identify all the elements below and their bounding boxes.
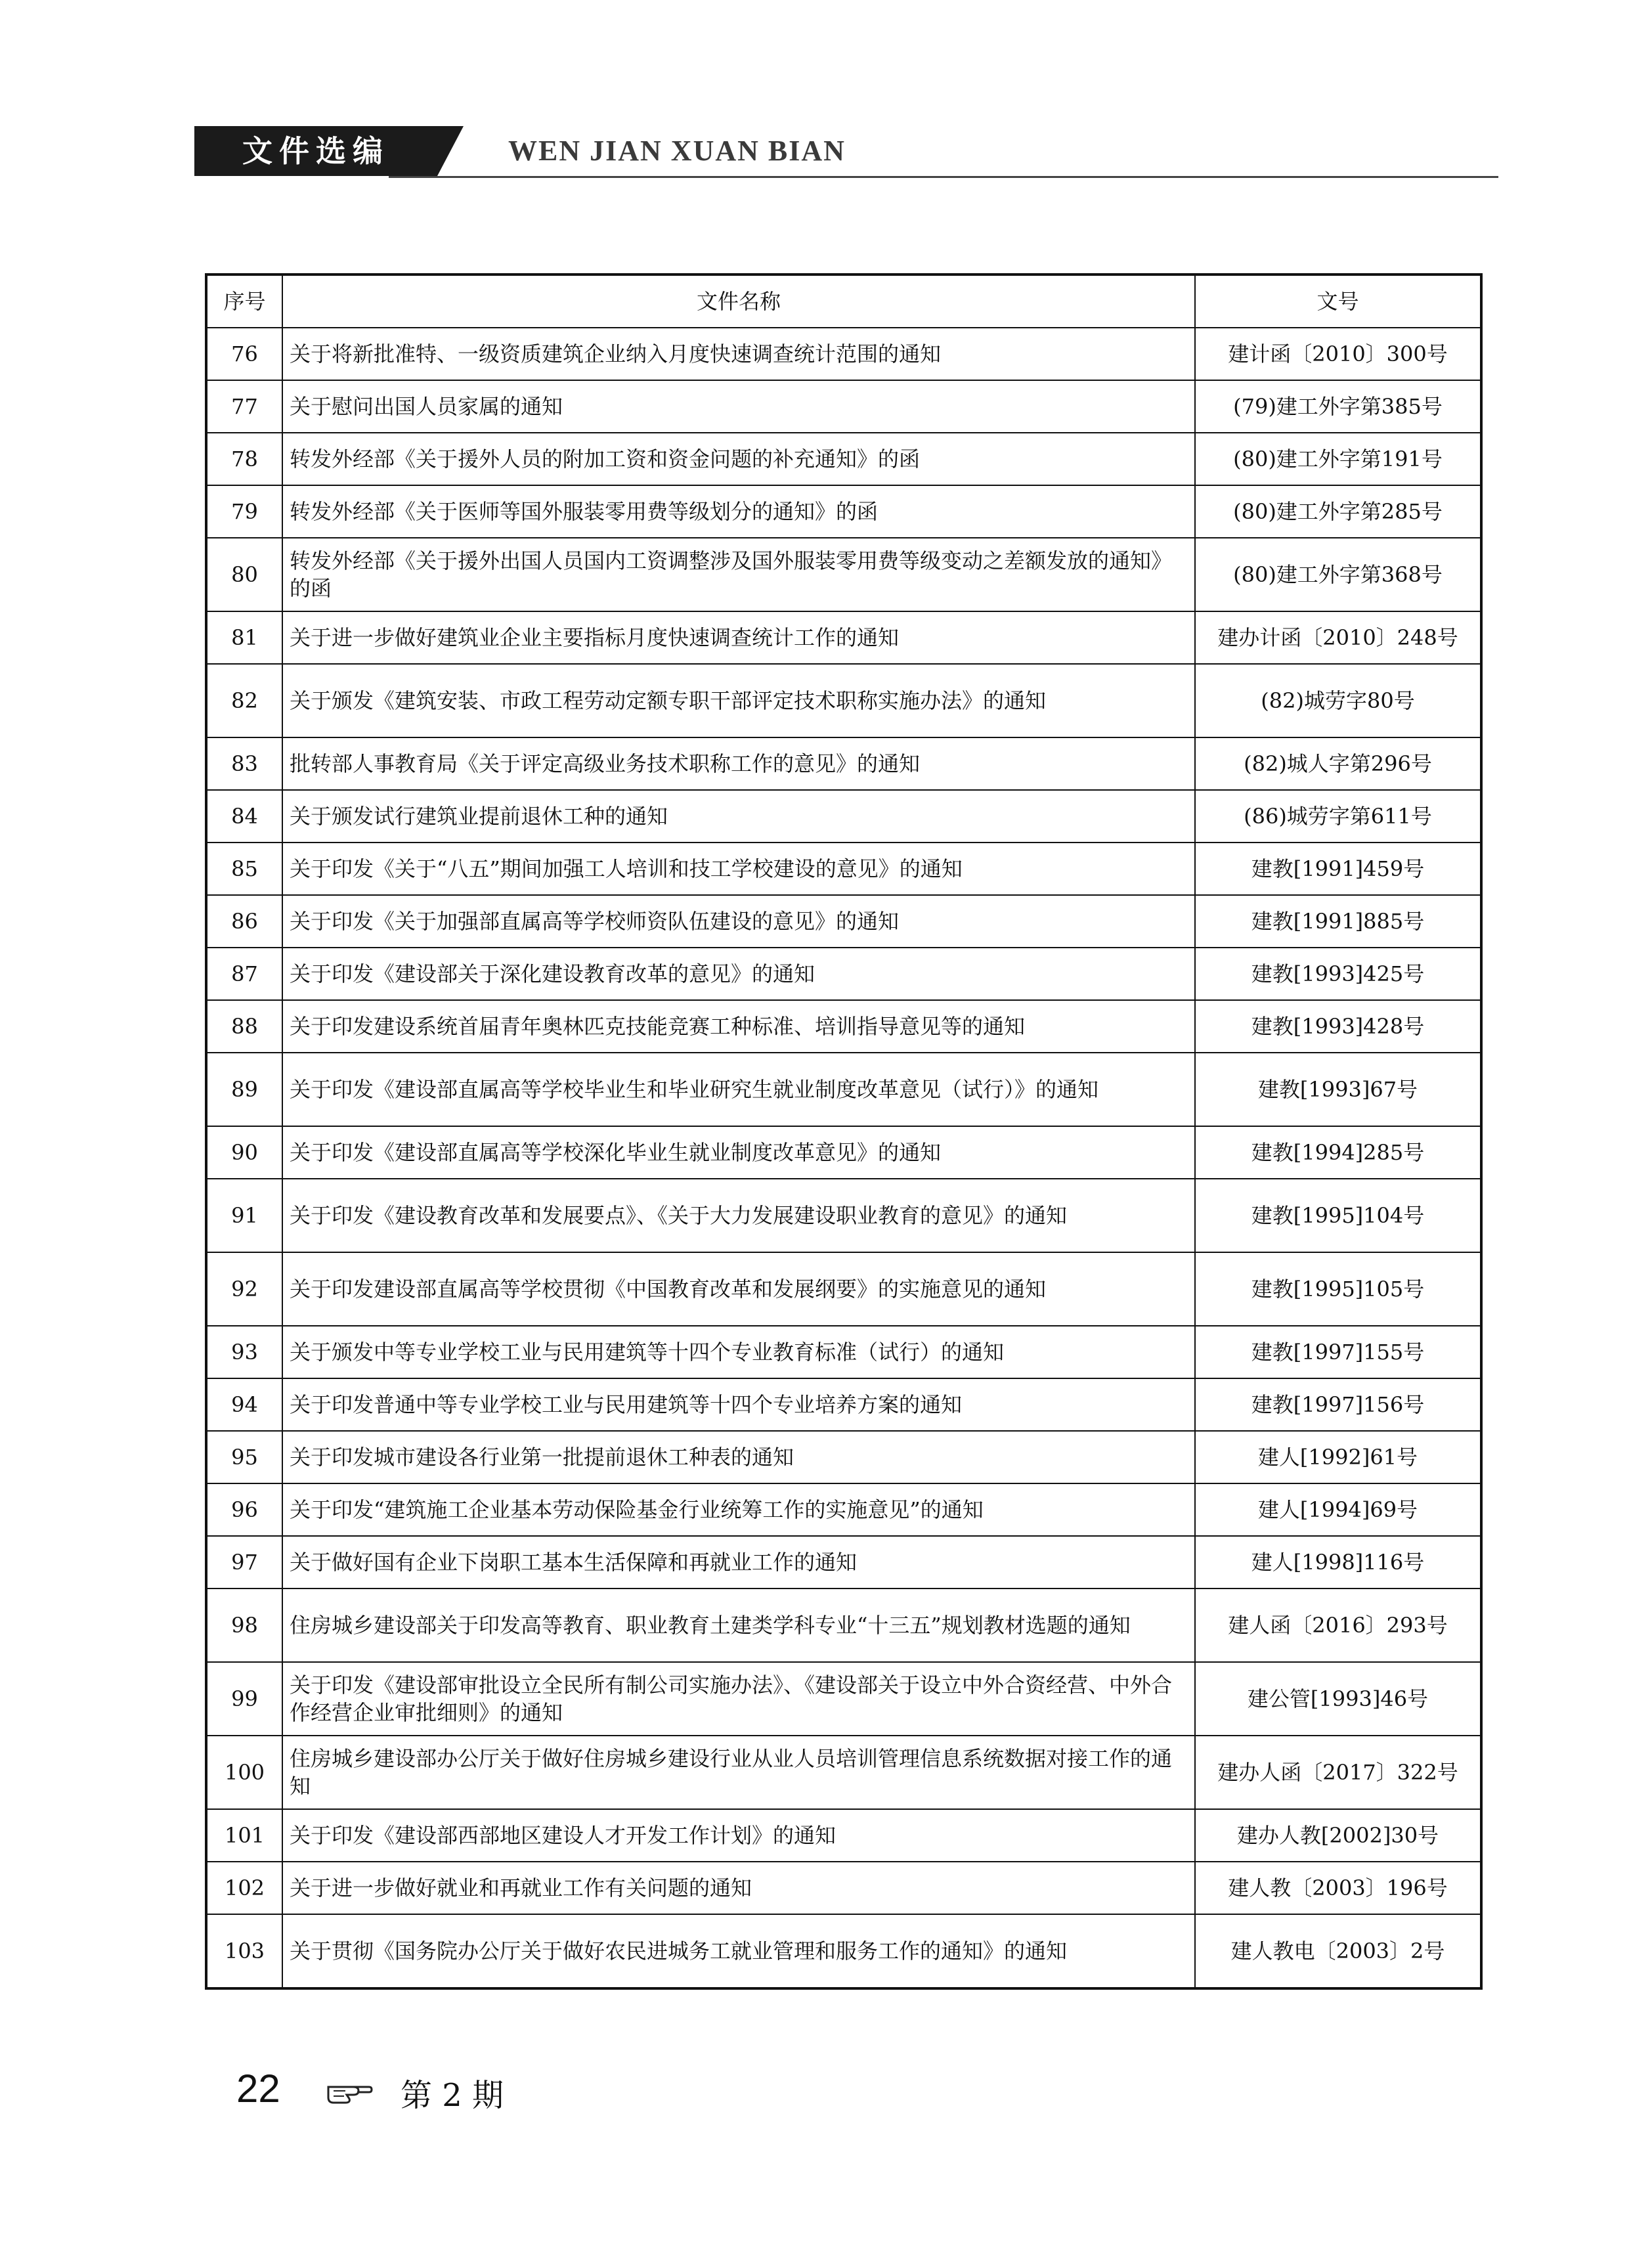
- row-seq: 90: [206, 1126, 282, 1179]
- row-name: 关于做好国有企业下岗职工基本生活保障和再就业工作的通知: [282, 1536, 1195, 1589]
- row-seq: 84: [206, 790, 282, 843]
- table-row: [206, 328, 1481, 380]
- row-seq: 99: [206, 1662, 282, 1736]
- section-label: 文件选编: [194, 126, 437, 176]
- row-number: (82)城劳字80号: [1195, 664, 1481, 737]
- row-seq: 77: [206, 380, 282, 433]
- row-number: 建人教电〔2003〕2号: [1195, 1914, 1481, 1988]
- row-number: 建教[1997]155号: [1195, 1326, 1481, 1378]
- row-number: (80)建工外字第285号: [1195, 485, 1481, 538]
- table-row: [206, 1179, 1481, 1252]
- table-row: [206, 1053, 1481, 1126]
- row-seq: 87: [206, 948, 282, 1000]
- row-number: (79)建工外字第385号: [1195, 380, 1481, 433]
- row-seq: 83: [206, 737, 282, 790]
- table-header-row: [206, 274, 1481, 328]
- row-name: 关于印发建设系统首届青年奥林匹克技能竞赛工种标准、培训指导意见等的通知: [282, 1000, 1195, 1053]
- row-name: 关于印发《建设部直属高等学校毕业生和毕业研究生就业制度改革意见（试行）》的通知: [282, 1053, 1195, 1126]
- row-name: 关于进一步做好建筑业企业主要指标月度快速调查统计工作的通知: [282, 611, 1195, 664]
- row-name: 关于印发建设部直属高等学校贯彻《中国教育改革和发展纲要》的实施意见的通知: [282, 1252, 1195, 1326]
- row-number: 建教[1993]425号: [1195, 948, 1481, 1000]
- row-name: 转发外经部《关于援外出国人员国内工资调整涉及国外服装零用费等级变动之差额发放的通知》的函: [282, 538, 1195, 611]
- row-seq: 80: [206, 538, 282, 611]
- hand-pointing-icon: [327, 2078, 373, 2104]
- header-rule: [389, 176, 1498, 178]
- row-number: 建计函〔2010〕300号: [1195, 328, 1481, 380]
- row-name: 关于印发“建筑施工企业基本劳动保险基金行业统筹工作的实施意见”的通知: [282, 1483, 1195, 1536]
- row-seq: 88: [206, 1000, 282, 1053]
- page-number: 22: [236, 2067, 280, 2111]
- document-list-table: [205, 273, 1483, 1990]
- row-seq: 78: [206, 433, 282, 485]
- table-row: [206, 1736, 1481, 1809]
- row-name: 关于印发《关于“八五”期间加强工人培训和技工学校建设的意见》的通知: [282, 843, 1195, 895]
- table-row: [206, 1378, 1481, 1431]
- row-name: 关于印发城市建设各行业第一批提前退休工种表的通知: [282, 1431, 1195, 1483]
- row-seq: 89: [206, 1053, 282, 1126]
- section-label-pinyin: WEN JIAN XUAN BIAN: [508, 135, 846, 167]
- table-row: [206, 1252, 1481, 1326]
- row-name: 转发外经部《关于医师等国外服装零用费等级划分的通知》的函: [282, 485, 1195, 538]
- row-name: 转发外经部《关于援外人员的附加工资和资金问题的补充通知》的函: [282, 433, 1195, 485]
- table-row: [206, 737, 1481, 790]
- row-seq: 94: [206, 1378, 282, 1431]
- table-row: [206, 1662, 1481, 1736]
- table-row: [206, 380, 1481, 433]
- table-row: [206, 538, 1481, 611]
- row-name: 关于印发《建设部关于深化建设教育改革的意见》的通知: [282, 948, 1195, 1000]
- section-header: [194, 120, 1488, 185]
- table-row: [206, 948, 1481, 1000]
- row-number: 建教[1993]428号: [1195, 1000, 1481, 1053]
- row-name: 批转部人事教育局《关于评定高级业务技术职称工作的意见》的通知: [282, 737, 1195, 790]
- table-row: [206, 664, 1481, 737]
- table-row: [206, 433, 1481, 485]
- row-seq: 100: [206, 1736, 282, 1809]
- table-row: [206, 1326, 1481, 1378]
- row-seq: 85: [206, 843, 282, 895]
- row-seq: 93: [206, 1326, 282, 1378]
- row-name: 住房城乡建设部关于印发高等教育、职业教育土建类学科专业“十三五”规划教材选题的通知: [282, 1589, 1195, 1662]
- table-row: [206, 611, 1481, 664]
- row-number: (80)建工外字第191号: [1195, 433, 1481, 485]
- issue-label: 第 2 期: [401, 2077, 504, 2114]
- row-number: (86)城劳字第611号: [1195, 790, 1481, 843]
- row-number: 建教[1995]105号: [1195, 1252, 1481, 1326]
- column-header-name: 文件名称: [282, 274, 1195, 328]
- row-name: 关于慰问出国人员家属的通知: [282, 380, 1195, 433]
- row-seq: 76: [206, 328, 282, 380]
- row-name: 关于将新批准特、一级资质建筑企业纳入月度快速调查统计范围的通知: [282, 328, 1195, 380]
- row-name: 住房城乡建设部办公厅关于做好住房城乡建设行业从业人员培训管理信息系统数据对接工作的通知: [282, 1736, 1195, 1809]
- table-row: [206, 1914, 1481, 1988]
- row-seq: 102: [206, 1862, 282, 1914]
- row-number: 建教[1991]459号: [1195, 843, 1481, 895]
- row-name: 关于印发《关于加强部直属高等学校师资队伍建设的意见》的通知: [282, 895, 1195, 948]
- row-number: 建人教〔2003〕196号: [1195, 1862, 1481, 1914]
- table-row: [206, 1126, 1481, 1179]
- row-name: 关于颁发《建筑安装、市政工程劳动定额专职干部评定技术职称实施办法》的通知: [282, 664, 1195, 737]
- table-row: [206, 790, 1481, 843]
- row-number: 建公管[1993]46号: [1195, 1662, 1481, 1736]
- row-name: 关于颁发中等专业学校工业与民用建筑等十四个专业教育标准（试行）的通知: [282, 1326, 1195, 1378]
- row-seq: 81: [206, 611, 282, 664]
- row-number: 建人函〔2016〕293号: [1195, 1589, 1481, 1662]
- row-name: 关于进一步做好就业和再就业工作有关问题的通知: [282, 1862, 1195, 1914]
- row-seq: 79: [206, 485, 282, 538]
- row-seq: 91: [206, 1179, 282, 1252]
- row-number: 建教[1995]104号: [1195, 1179, 1481, 1252]
- row-number: 建教[1991]885号: [1195, 895, 1481, 948]
- table-row: [206, 1000, 1481, 1053]
- row-seq: 101: [206, 1809, 282, 1862]
- row-number: 建教[1997]156号: [1195, 1378, 1481, 1431]
- row-number: 建人[1994]69号: [1195, 1483, 1481, 1536]
- table-row: [206, 843, 1481, 895]
- row-name: 关于颁发试行建筑业提前退休工种的通知: [282, 790, 1195, 843]
- table-row: [206, 895, 1481, 948]
- row-name: 关于印发普通中等专业学校工业与民用建筑等十四个专业培养方案的通知: [282, 1378, 1195, 1431]
- row-seq: 97: [206, 1536, 282, 1589]
- row-number: 建办人教[2002]30号: [1195, 1809, 1481, 1862]
- column-header-number: 文号: [1195, 274, 1481, 328]
- row-seq: 86: [206, 895, 282, 948]
- table-row: [206, 1809, 1481, 1862]
- table-row: [206, 1536, 1481, 1589]
- row-name: 关于贯彻《国务院办公厅关于做好农民进城务工就业管理和服务工作的通知》的通知: [282, 1914, 1195, 1988]
- table-row: [206, 1483, 1481, 1536]
- row-seq: 98: [206, 1589, 282, 1662]
- row-number: 建教[1993]67号: [1195, 1053, 1481, 1126]
- section-label-slant: [437, 126, 464, 176]
- table-row: [206, 1589, 1481, 1662]
- row-name: 关于印发《建设教育改革和发展要点》、《关于大力发展建设职业教育的意见》的通知: [282, 1179, 1195, 1252]
- row-number: 建办计函〔2010〕248号: [1195, 611, 1481, 664]
- table-row: [206, 1862, 1481, 1914]
- row-name: 关于印发《建设部直属高等学校深化毕业生就业制度改革意见》的通知: [282, 1126, 1195, 1179]
- column-header-seq: 序号: [206, 274, 282, 328]
- row-number: (80)建工外字第368号: [1195, 538, 1481, 611]
- row-name: 关于印发《建设部审批设立全民所有制公司实施办法》、《建设部关于设立中外合资经营、中外合作经营企业审批细则》的通知: [282, 1662, 1195, 1736]
- row-seq: 103: [206, 1914, 282, 1988]
- row-seq: 92: [206, 1252, 282, 1326]
- row-seq: 82: [206, 664, 282, 737]
- table-row: [206, 485, 1481, 538]
- table-row: [206, 1431, 1481, 1483]
- row-number: (82)城人字第296号: [1195, 737, 1481, 790]
- row-number: 建办人函〔2017〕322号: [1195, 1736, 1481, 1809]
- row-number: 建教[1994]285号: [1195, 1126, 1481, 1179]
- row-seq: 95: [206, 1431, 282, 1483]
- row-seq: 96: [206, 1483, 282, 1536]
- row-number: 建人[1992]61号: [1195, 1431, 1481, 1483]
- row-number: 建人[1998]116号: [1195, 1536, 1481, 1589]
- row-name: 关于印发《建设部西部地区建设人才开发工作计划》的通知: [282, 1809, 1195, 1862]
